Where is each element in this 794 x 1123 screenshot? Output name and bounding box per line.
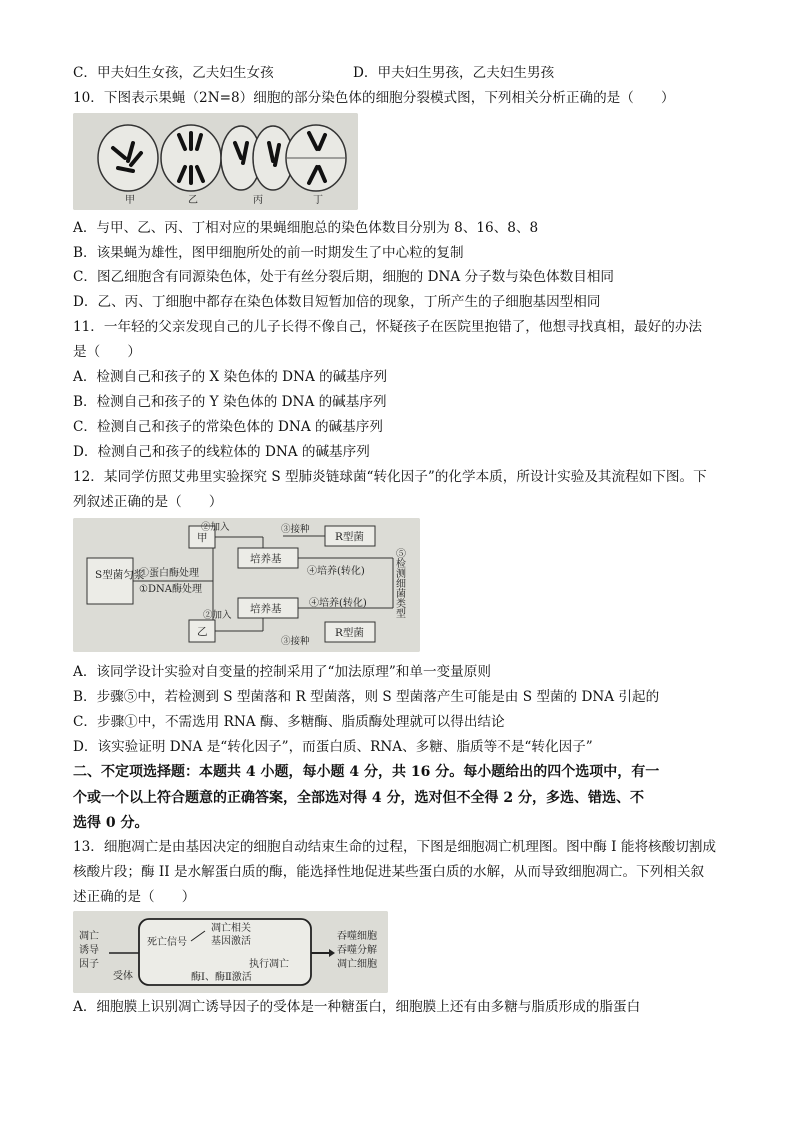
section2-line1: 二、不定项选择题：本题共 4 小题，每小题 4 分，共 16 分。每小题给出的四个选项中，有一 <box>73 764 660 780</box>
inducer-1: 凋亡 <box>79 931 99 942</box>
jia-box-label: 甲 <box>197 532 208 544</box>
detect-label: ⑤检测细菌类型 <box>393 548 405 618</box>
enzymes-label: 酶Ⅰ、酶Ⅱ激活 <box>191 972 252 983</box>
q10-cell-division-figure <box>73 113 358 210</box>
inducer-3: 因子 <box>79 959 99 970</box>
result-2: 吞噬分解 <box>337 945 377 956</box>
receptor-label: 受体 <box>113 971 133 982</box>
q12-stem-line1: 12．某同学仿照艾弗里实验探究 S 型肺炎链球菌“转化因子”的化学本质，所设计实验及其流程如下图。下 <box>73 469 707 485</box>
medium-label-top: 培养基 <box>250 553 282 565</box>
yi-box-label: 乙 <box>197 626 208 638</box>
result-1: 吞噬细胞 <box>337 931 377 942</box>
q10-stem: 10．下图表示果蝇（2N=8）细胞的部分染色体的细胞分裂模式图，下列相关分析正确的是（ ） <box>73 90 675 106</box>
r-box-top: R型菌 <box>335 531 364 543</box>
inducer-2: 诱导 <box>79 945 99 956</box>
q11-option-a: A．检测自己和孩子的 X 染色体的 DNA 的碱基序列 <box>73 369 388 385</box>
add-label-bottom: ②加入 <box>203 610 232 621</box>
inoculate-label-bottom: ③接种 <box>281 636 310 647</box>
inoculate-label-top: ③接种 <box>281 524 310 535</box>
q11-option-d: D．检测自己和孩子的线粒体的 DNA 的碱基序列 <box>73 444 370 460</box>
q9-option-d: D．甲夫妇生男孩，乙夫妇生男孩 <box>353 65 555 81</box>
execute-label: 执行凋亡 <box>249 959 289 970</box>
r-box-bottom: R型菌 <box>335 627 364 639</box>
culture-label-top: ④培养(转化) <box>307 566 365 577</box>
q10-option-c: C．图乙细胞含有同源染色体，处于有丝分裂后期，细胞的 DNA 分子数与染色体数目相同 <box>73 269 615 285</box>
result-3: 凋亡细胞 <box>337 959 377 970</box>
q13-stem-line3: 述正确的是（ ） <box>73 889 196 905</box>
q13-apoptosis-figure <box>73 911 388 993</box>
q13-stem-line1: 13．细胞凋亡是由基因决定的细胞自动结束生命的过程，下图是细胞凋亡机理图。图中酶 I 能将核酸切割成 <box>73 839 717 855</box>
q12-option-c: C．步骤①中，不需选用 RNA 酶、多糖酶、脂质酶处理就可以得出结论 <box>73 714 505 730</box>
q11-option-b: B．检测自己和孩子的 Y 染色体的 DNA 的碱基序列 <box>73 394 387 410</box>
section2-line2: 个或一个以上符合题意的正确答案，全部选对得 4 分，选对但不全得 2 分，多选、错选、不 <box>73 790 644 806</box>
q11-stem-line1: 11．一年轻的父亲发现自己的儿子长得不像自己，怀疑孩子在医院里抱错了，他想寻找真相，最好的办法 <box>73 319 703 335</box>
q11-stem-line2: 是（ ） <box>73 344 141 360</box>
q12-experiment-flowchart <box>73 518 420 652</box>
q12-option-a: A．该同学设计实验对自变量的控制采用了“加法原理”和单一变量原则 <box>73 664 491 680</box>
q12-option-b: B．步骤⑤中，若检测到 S 型菌落和 R 型菌落，则 S 型菌落产生可能是由 S 型菌的 DNA 引起的 <box>73 689 660 705</box>
section2-line3: 选得 0 分。 <box>73 815 149 831</box>
protease-treatment: ①蛋白酶处理 <box>139 568 199 579</box>
s-box-label: S型菌匀浆 <box>95 569 145 581</box>
q12-stem-line2: 列叙述正确的是（ ） <box>73 494 223 510</box>
gene-active-2: 基因激活 <box>211 936 251 947</box>
death-signal: 死亡信号 <box>147 937 187 948</box>
q9-option-c: C．甲夫妇生女孩，乙夫妇生女孩 <box>73 65 274 81</box>
cell-label-ding: 丁 <box>313 195 323 206</box>
culture-label-bottom: ④培养(转化) <box>309 598 367 609</box>
cell-label-bing: 丙 <box>253 195 263 206</box>
q10-option-a: A．与甲、乙、丙、丁相对应的果蝇细胞总的染色体数目分别为 8、16、8、8 <box>73 220 539 236</box>
gene-active-1: 凋亡相关 <box>211 923 251 934</box>
q13-option-a: A．细胞膜上识别凋亡诱导因子的受体是一种糖蛋白，细胞膜上还有由多糖与脂质形成的脂蛋白 <box>73 999 641 1015</box>
cell-label-jia: 甲 <box>125 195 135 206</box>
q13-stem-line2: 核酸片段；酶 II 是水解蛋白质的酶，能选择性地促进某些蛋白质的水解，从而导致细胞凋亡。下列相关叙 <box>73 864 705 880</box>
medium-label-bottom: 培养基 <box>250 603 282 615</box>
dnase-treatment: ①DNA酶处理 <box>139 584 202 595</box>
q10-option-b: B．该果蝇为雄性，图甲细胞所处的前一时期发生了中心粒的复制 <box>73 245 464 261</box>
add-label-top: ②加入 <box>201 522 230 533</box>
q10-option-d: D．乙、丙、丁细胞中都存在染色体数目短暂加倍的现象，丁所产生的子细胞基因型相同 <box>73 294 601 310</box>
q11-option-c: C．检测自己和孩子的常染色体的 DNA 的碱基序列 <box>73 419 383 435</box>
cell-label-yi: 乙 <box>188 195 198 206</box>
q12-option-d: D．该实验证明 DNA 是“转化因子”，而蛋白质、RNA、多糖、脂质等不是“转化因子” <box>73 739 593 755</box>
